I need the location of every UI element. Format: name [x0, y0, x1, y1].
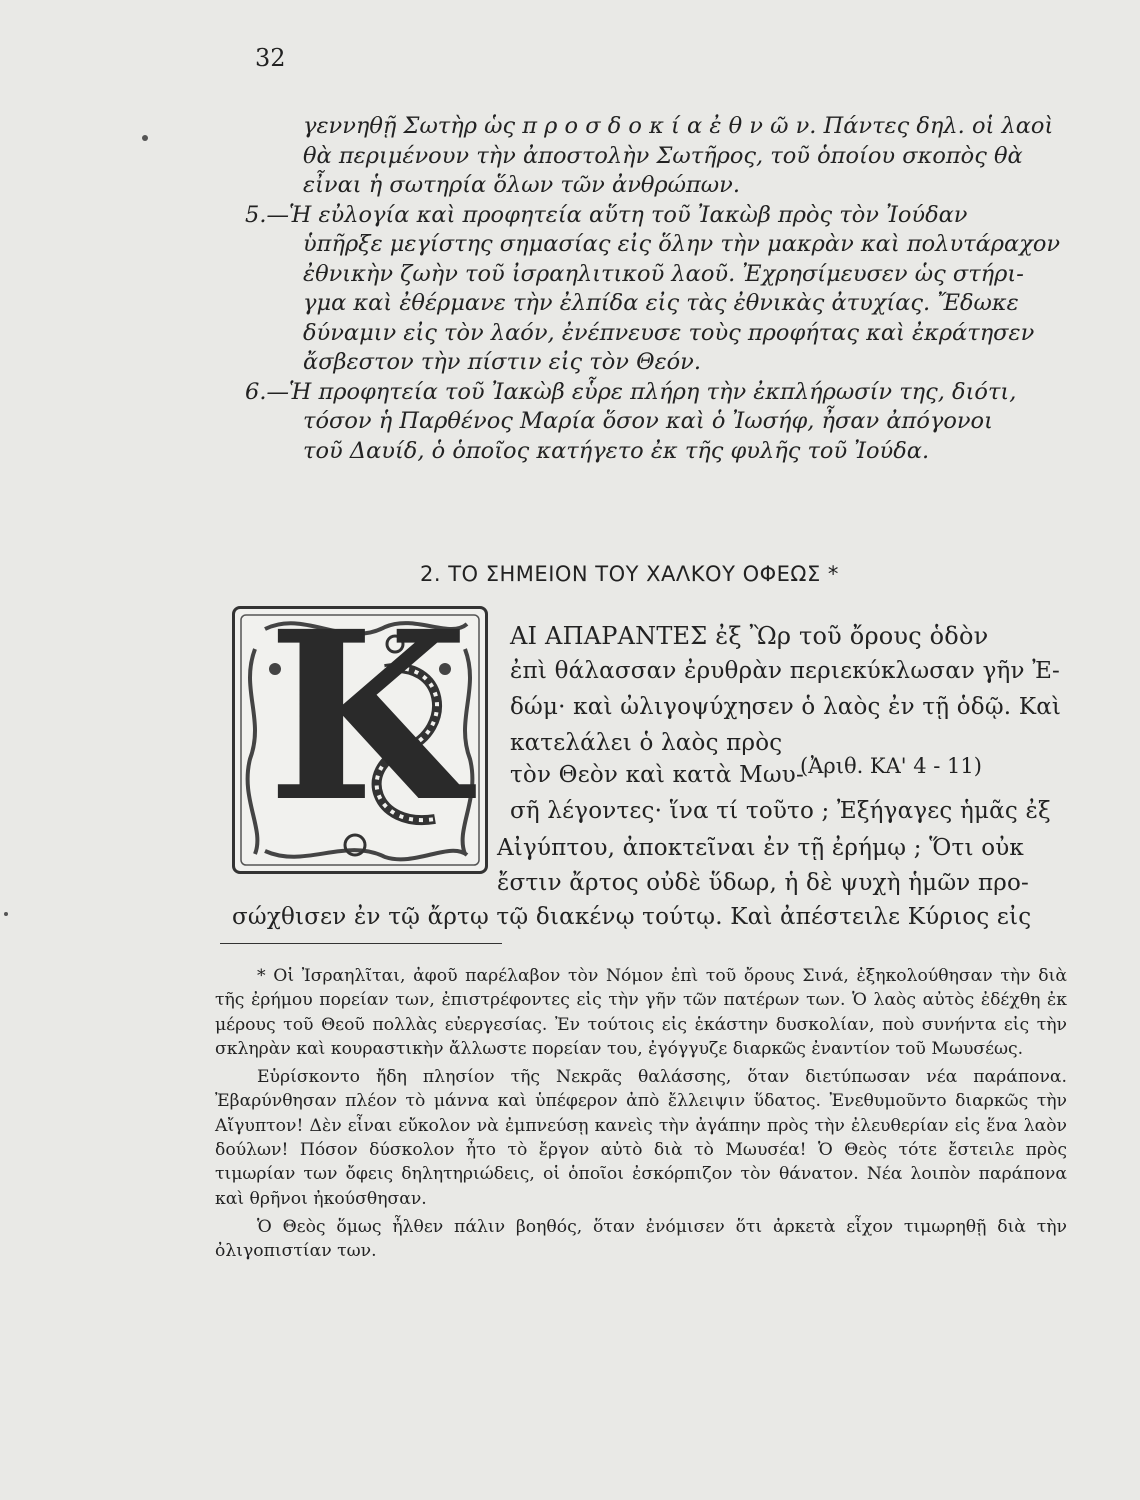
footnote-divider [220, 943, 502, 944]
text-line: γεννηθῇ Σωτὴρ ὡς π ρ ο σ δ ο κ ί α ἐ θ ν ῶ ν. Πάντες δηλ. οἱ λαοὶ [303, 113, 1054, 139]
text-line: 5.—Ἡ εὐλογία καὶ προφητεία αὕτη τοῦ Ἰακὼβ πρὸς τὸν Ἰούδαν [245, 201, 968, 228]
footnote-paragraph: Ὁ Θεὸς ὅμως ἦλθεν πάλιν βοηθός, ὅταν ἐνόμισεν ὅτι ἀρκετὰ εἶχον τιμωρηθῇ διὰ τὴν ὀλιγοπιστίαν των. [215, 1216, 1067, 1262]
text-line: σώχθισεν ἐν τῷ ἄρτῳ τῷ διακένῳ τούτῳ. Καὶ ἀπέστειλε Κύριος εἰς [232, 904, 1032, 930]
page-number: 32 [255, 44, 286, 72]
text-line: σῆ λέγοντες· ἵνα τί τοῦτο ; Ἐξήγαγες ἡμᾶς ἐξ [510, 798, 1051, 824]
text-line: ὑπῆρξε μεγίστης σημασίας εἰς ὅλην τὴν μακρὰν καὶ πολυτάραχον [303, 231, 1061, 257]
decorated-initial [232, 580, 488, 874]
text-line: ΑΙ ΑΠΑΡΑΝΤΕΣ ἐξ Ὢρ τοῦ ὄρους ὁδὸν [510, 622, 989, 650]
section-title: 2. ΤΟ ΣΗΜΕΙΟΝ ΤΟΥ ΧΑΛΚΟΥ ΟΦΕΩΣ * [420, 562, 839, 586]
scripture-reference: (Ἀριθ. ΚΑ' 4 - 11) [800, 754, 982, 778]
footnote-paragraph: Εὑρίσκοντο ἤδη πλησίον τῆς Νεκρᾶς θαλάσσης, ὅταν διετύπωσαν νέα παράπονα. Ἐβαρύνθησαν πλέον τὸ μάννα καὶ ὑπέφερον ἀπὸ ἔλλειψιν ὕδατος. Ἐνεθυμοῦντο διαρκῶς τὴν Αἴγυπτον! Δὲν εἶναι εὔκολον νὰ ἐμπνεύσῃ κανεὶς τὴν ἀγάπην πρὸς τὴν ἐλευθερίαν εἰς ἕνα λαὸν δούλων! Πόσον δύσκολον ἦτο τὸ ἔργον αὐτὸ διὰ τὸ Μωυσέα! Ὁ Θεὸς τότε ἔστειλε πρὸς τιμωρίαν των ὄφεις δηλητηριώδεις, οἱ ὁποῖοι ἐσκόρπιζον τὸν θάνατον. Νέα λοιπὸν παράπονα καὶ θρῆνοι ἠκούσθησαν. [215, 1067, 1067, 1209]
margin-dot-mark [4, 912, 8, 916]
initial-letter: K [267, 580, 469, 853]
prior-section-text [245, 112, 1090, 466]
text-line: εἶναι ἡ σωτηρία ὅλων τῶν ἀνθρώπων. [303, 172, 740, 198]
text-line: τὸν Θεὸν καὶ κατὰ Μωυ- [510, 762, 804, 788]
text-line: γμα καὶ ἐθέρμανε τὴν ἐλπίδα εἰς τὰς ἐθνικὰς ἀτυχίας. Ἔδωκε [303, 290, 1019, 316]
text-line: 6.—Ἡ προφητεία τοῦ Ἰακὼβ εὗρε πλήρη τὴν ἐκπλήρωσίν της, διότι, [245, 378, 1017, 405]
text-line: ἄσβεστον τὴν πίστιν εἰς τὸν Θεόν. [303, 349, 702, 375]
text-line: δώμ· καὶ ὠλιγοψύχησεν ὁ λαὸς ἐν τῇ ὁδῷ. Καὶ [510, 694, 1062, 720]
text-line: τοῦ Δαυίδ, ὁ ὁποῖος κατήγετο ἐκ τῆς φυλῆς τοῦ Ἰούδα. [303, 437, 930, 464]
margin-dot-mark [142, 135, 148, 141]
text-line: ἔστιν ἄρτος οὐδὲ ὕδωρ, ἡ δὲ ψυχὴ ἡμῶν προ- [497, 870, 1030, 896]
text-line: κατελάλει ὁ λαὸς πρὸς [510, 730, 783, 756]
text-line: ἐπὶ θάλασσαν ἐρυθρὰν περιεκύκλωσαν γῆν Ἐ- [510, 658, 1061, 684]
text-line: θὰ περιμένουν τὴν ἀποστολὴν Σωτῆρος, τοῦ ὁποίου σκοπὸς θὰ [303, 142, 1023, 169]
text-line: ἐθνικὴν ζωὴν τοῦ ἰσραηλιτικοῦ λαοῦ. Ἐχρησίμευσεν ὡς στήρι- [303, 260, 1024, 287]
text-line: δύναμιν εἰς τὸν λαόν, ἐνέπνευσε τοὺς προφήτας καὶ ἐκράτησεν [303, 319, 1035, 346]
footnotes [215, 964, 1067, 1268]
text-line: τόσον ἡ Παρθένος Μαρία ὅσον καὶ ὁ Ἰωσήφ, ἦσαν ἀπόγονοι [303, 408, 993, 434]
footnote-paragraph: * Οἱ Ἰσραηλῖται, ἀφοῦ παρέλαβον τὸν Νόμον ἐπὶ τοῦ ὄρους Σινά, ἐξηκολούθησαν τὴν διὰ τῆς ἐρήμου πορείαν των, ἐπιστρέφοντες εἰς τὴν γῆν τῶν πατέρων των. Ὁ λαὸς αὐτὸς ἐδέχθη ἐκ μέρους τοῦ Θεοῦ πολλὰς εὐεργεσίας. Ἐν τούτοις εἰς ἑκάστην δυσκολίαν, ποὺ συνήντα εἰς τὴν σκληρὰν καὶ κουραστικὴν ἄλλωστε πορείαν του, ἐγόγγυζε διαρκῶς ἐναντίον τοῦ Μωυσέως. [215, 966, 1067, 1059]
text-line: Αἰγύπτου, ἀποκτεῖναι ἐν τῇ ἐρήμῳ ; Ὅτι οὐκ [497, 835, 1025, 861]
